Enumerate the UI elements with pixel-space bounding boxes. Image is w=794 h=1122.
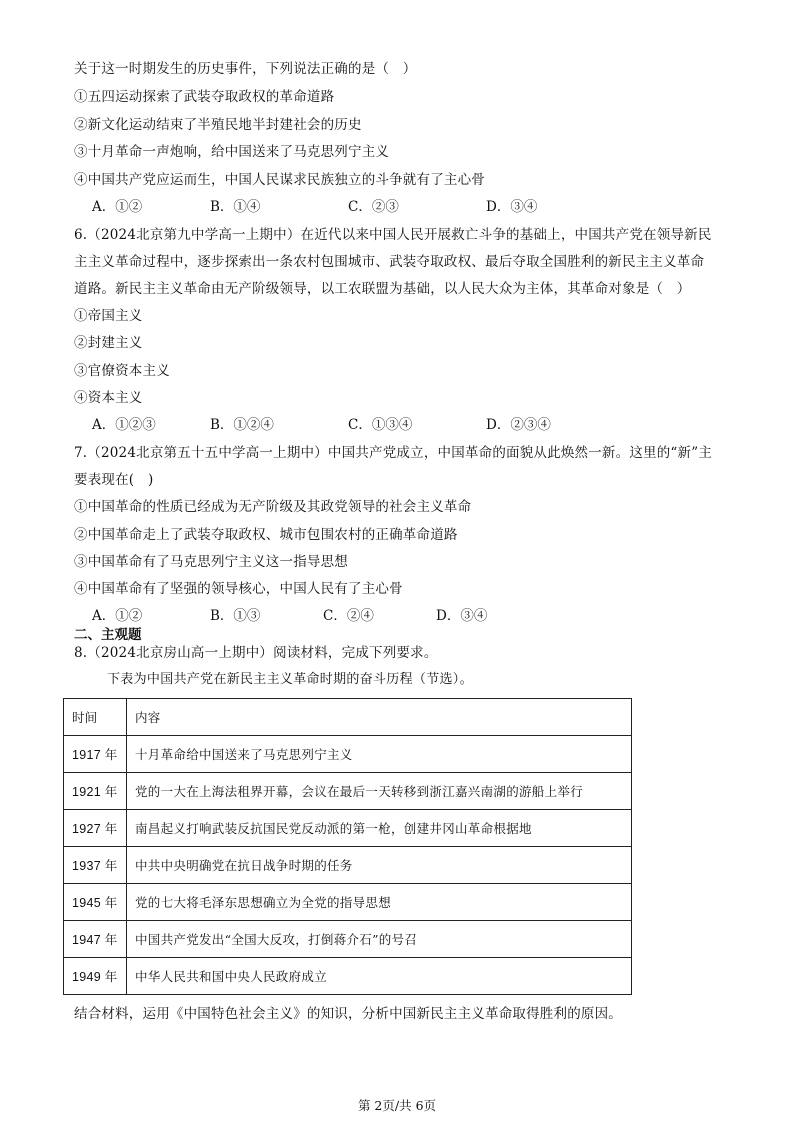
table-caption: 下表为中国共产党在新民主主义革命时期的奋斗历程（节选）。 [107,672,473,687]
table-row [64,810,632,847]
table-header-row [64,699,632,736]
q6-option-b[interactable]: B．①②④ [210,417,274,433]
q7-option-d[interactable]: D．③④ [436,608,488,624]
q7-statement-1: ①中国革命的性质已经成为无产阶级及其政党领导的社会主义革命 [74,499,472,515]
table-cell-content: 党的七大将毛泽东思想确立为全党的指导思想 [127,884,632,921]
table-cell-year: 1949 年 [64,958,127,995]
history-table [63,698,632,995]
q5-statement-2: ②新文化运动结束了半殖民地半封建社会的历史 [74,117,362,133]
table-cell-content: 中国共产党发出“全国大反攻，打倒蒋介石”的号召 [127,921,632,958]
q6-statement-1: ①帝国主义 [74,308,143,324]
q8-question: 结合材料，运用《中国特色社会主义》的知识，分析中国新民主主义革命取得胜利的原因。 [74,1006,622,1022]
q7-statement-3: ③中国革命有了马克思列宁主义这一指导思想 [74,554,348,570]
q5-option-d[interactable]: D．③④ [486,199,538,215]
q7-line-1: 7.（2024北京第五十五中学高一上期中）中国共产党成立，中国革命的面貌从此焕然一新。这里的“新”主 [74,445,713,461]
table-cell-content: 党的一大在上海法租界开幕，会议在最后一天转移到浙江嘉兴南湖的游船上举行 [127,773,632,810]
table-header-content: 内容 [127,699,632,736]
q6-statement-3: ③官僚资本主义 [74,363,170,379]
q7-option-b[interactable]: B．①③ [210,608,261,624]
q7-option-a[interactable]: A．①② [92,608,143,624]
q7-statement-2: ②中国革命走上了武装夺取政权、城市包围农村的正确革命道路 [74,527,458,543]
q6-options [92,415,551,435]
q7-line-2: 要表现在( ) [74,472,154,488]
q8-stem: 8.（2024北京房山高一上期中）阅读材料，完成下列要求。 [74,645,438,661]
table-header-time: 时间 [64,699,127,736]
q6-statement-4: ④资本主义 [74,390,143,406]
q5-statement-1: ①五四运动探索了武装夺取政权的革命道路 [74,89,335,105]
table-cell-content: 十月革命给中国送来了马克思列宁主义 [127,736,632,773]
table-cell-year: 1947 年 [64,921,127,958]
q6-option-d[interactable]: D．②③④ [486,417,551,433]
q5-statement-4: ④中国共产党应运而生，中国人民谋求民族独立的斗争就有了主心骨 [74,172,485,188]
table-row [64,884,632,921]
page-footer: 第 2页/共 6页 [357,1098,437,1113]
table-cell-content: 南昌起义打响武装反抗国民党反动派的第一枪，创建井冈山革命根据地 [127,810,632,847]
table-cell-content: 中共中央明确党在抗日战争时期的任务 [127,847,632,884]
table-row [64,847,632,884]
q5-options [92,197,537,217]
table-cell-content: 中华人民共和国中央人民政府成立 [127,958,632,995]
table-cell-year: 1937 年 [64,847,127,884]
q6-statement-2: ②封建主义 [74,335,143,351]
q5-option-b[interactable]: B．①④ [210,199,261,215]
table-cell-year: 1945 年 [64,884,127,921]
q7-options [92,606,487,626]
table-cell-year: 1921 年 [64,773,127,810]
q5-option-c[interactable]: C．②③ [348,199,399,215]
q6-option-c[interactable]: C．①③④ [348,417,413,433]
table-cell-year: 1917 年 [64,736,127,773]
table-cell-year: 1927 年 [64,810,127,847]
table-row [64,736,632,773]
q6-option-a[interactable]: A．①②③ [92,417,156,433]
q5-option-a[interactable]: A．①② [92,199,143,215]
q6-line-2: 主主义革命过程中，逐步探索出一条农村包围城市、武装夺取政权、最后夺取全国胜利的新民主主义革命 [74,254,705,270]
q7-statement-4: ④中国革命有了坚强的领导核心，中国人民有了主心骨 [74,581,403,597]
q6-line-3: 道路。新民主主义革命由无产阶级领导，以工农联盟为基础，以人民大众为主体，其革命对象是（ ） [74,281,691,297]
q5-statement-3: ③十月革命一声炮响，给中国送来了马克思列宁主义 [74,144,390,160]
q5-stem: 关于这一时期发生的历史事件，下列说法正确的是（ ） [74,61,417,77]
table-row [64,958,632,995]
q7-option-c[interactable]: C．②④ [323,608,374,624]
section-heading: 二、主观题 [74,627,142,643]
table-row [64,773,632,810]
q6-line-1: 6.（2024北京第九中学高一上期中）在近代以来中国人民开展救亡斗争的基础上，中国共产党在领导新民 [74,227,712,243]
table-row [64,921,632,958]
